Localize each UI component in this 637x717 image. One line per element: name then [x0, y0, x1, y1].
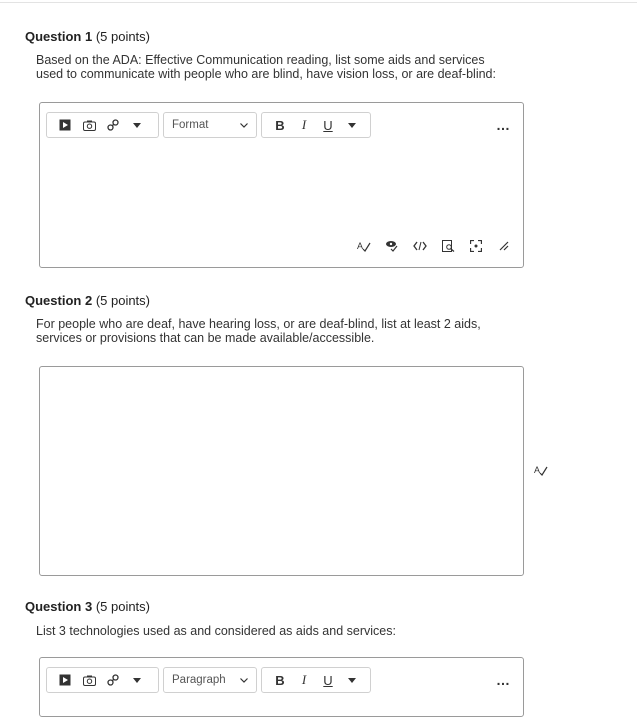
question-1-editor[interactable] [39, 102, 524, 268]
format-select[interactable] [163, 112, 257, 138]
editor-statusbar [357, 240, 511, 255]
preview-icon[interactable] [441, 240, 455, 255]
bold-button[interactable]: B [275, 117, 285, 133]
accessibility-checker-icon[interactable] [385, 240, 399, 255]
question-1-title: Question 1 (5 points) [25, 29, 151, 44]
svg-text:A: A [534, 465, 541, 475]
style-dropdown-caret[interactable] [340, 669, 364, 691]
bold-button[interactable]: B [275, 672, 285, 688]
format-select[interactable] [163, 667, 257, 693]
underline-button[interactable]: U [323, 117, 333, 133]
italic-button[interactable]: I [301, 672, 307, 687]
format-select-label: Paragraph [172, 674, 226, 686]
link-icon[interactable] [101, 669, 125, 691]
spellcheck-icon[interactable] [534, 464, 548, 479]
image-icon[interactable] [53, 669, 77, 691]
question-2-title: Question 2 (5 points) [25, 293, 151, 308]
question-3-title: Question 3 (5 points) [25, 599, 151, 614]
link-icon[interactable] [101, 114, 125, 136]
format-select-label: Format [172, 119, 209, 131]
image-icon[interactable] [53, 114, 77, 136]
svg-text:A: A [357, 241, 364, 251]
question-2-answer-box[interactable] [39, 366, 524, 576]
text-style-group [261, 112, 371, 138]
top-divider [0, 2, 637, 3]
question-1-text: Based on the ADA: Effective Communication reading, list some aids and services used to communicate with people who are blind, have vision loss, or are deaf-blind: [36, 53, 496, 81]
more-actions-button[interactable]: … [496, 672, 511, 688]
style-dropdown-caret[interactable] [340, 114, 364, 136]
source-code-icon[interactable] [413, 241, 427, 254]
camera-icon[interactable] [77, 114, 101, 136]
question-3-editor[interactable] [39, 657, 524, 717]
insert-dropdown-caret[interactable] [125, 669, 149, 691]
italic-button[interactable]: I [301, 117, 307, 132]
more-actions-button[interactable]: … [496, 117, 511, 133]
question-2-text: For people who are deaf, have hearing loss, or are deaf-blind, list at least 2 aids, services or provisions that can be made available/accessible. [36, 317, 481, 345]
editor-toolbar [46, 112, 371, 138]
insert-group [46, 112, 159, 138]
resize-handle-icon[interactable] [497, 241, 511, 254]
editor-toolbar [46, 667, 371, 693]
camera-icon[interactable] [77, 669, 101, 691]
text-style-group [261, 667, 371, 693]
underline-button[interactable]: U [323, 672, 333, 688]
chevron-down-icon [240, 123, 248, 128]
question-3-text: List 3 technologies used as and considered as aids and services: [36, 624, 396, 638]
fullscreen-icon[interactable] [469, 240, 483, 255]
chevron-down-icon [240, 678, 248, 683]
insert-group [46, 667, 159, 693]
spellcheck-icon[interactable] [357, 240, 371, 255]
insert-dropdown-caret[interactable] [125, 114, 149, 136]
